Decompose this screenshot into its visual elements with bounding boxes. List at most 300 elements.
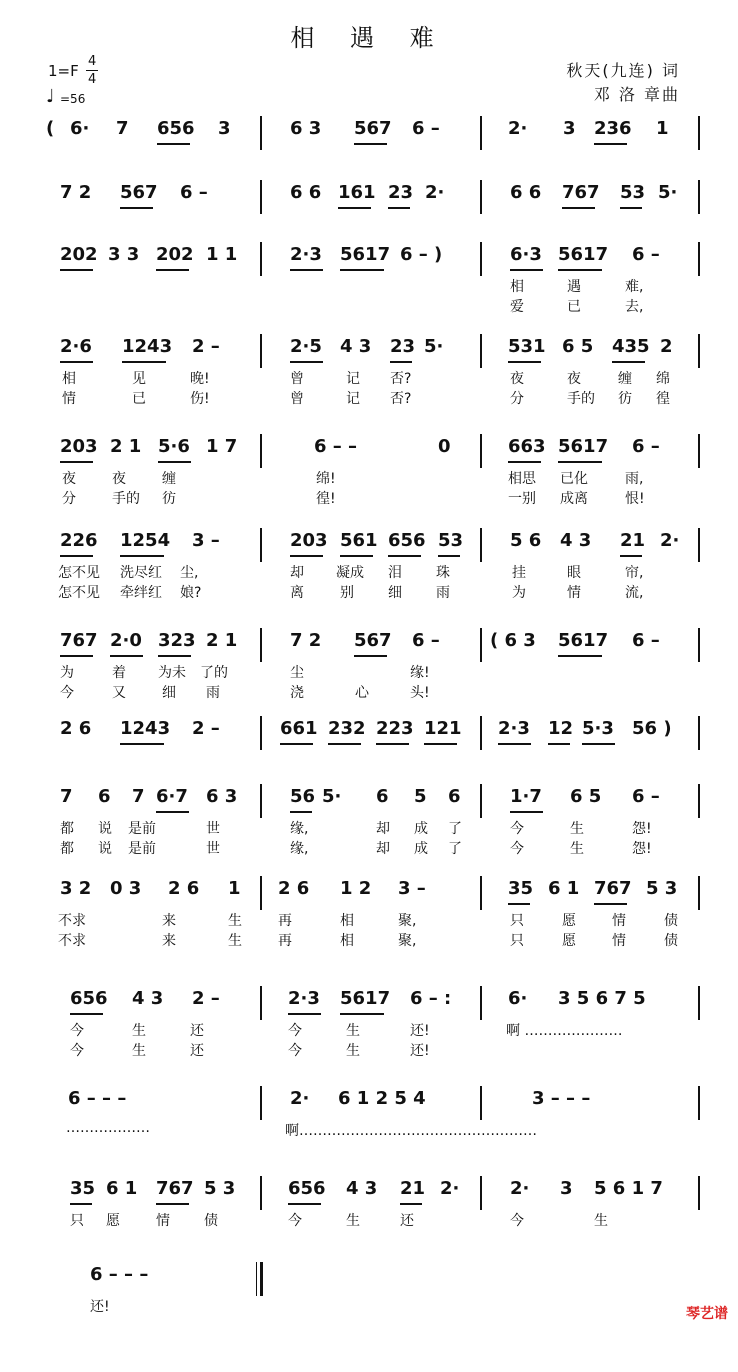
lyric-syllable: 说 [98,821,112,837]
lyric-syllable: 缘, [290,841,309,857]
lyric-syllable: 生 [346,1213,360,1229]
lyric-syllable: 都 [60,841,74,857]
beam-line [70,1013,103,1015]
note-group: 5·6 [158,436,190,457]
note-group: 6 6 [290,182,322,203]
beam-line [60,269,93,271]
note-group: 323 [158,630,196,651]
lyric-syllable: 挂 [512,565,526,581]
note-group: 3 – [398,878,426,899]
site-logo: 琴艺谱 [686,1306,728,1322]
beam-line [288,1203,321,1205]
lyric-syllable: 世 [206,821,220,837]
note-group: 7 [60,786,73,807]
beam-line [290,555,323,557]
lyric-syllable: ……………… [66,1120,150,1136]
note-group: 223 [376,718,414,739]
bar-line [698,1176,700,1210]
tempo-marking: =56 [60,92,86,106]
lyric-syllable: 一别 [508,491,536,507]
lyric-syllable: 不求 [58,913,86,929]
bar-line [260,116,262,150]
lyric-syllable: 曾 [290,391,304,407]
note-group: 5· [322,786,342,807]
beam-line [400,1203,422,1205]
note-group: 1 7 [206,436,238,457]
beam-line [120,743,164,745]
beam-line [70,1203,92,1205]
lyric-syllable: 雨 [436,585,450,601]
note-group: 7 [116,118,129,139]
beam-line [558,269,602,271]
beam-line [60,655,93,657]
beam-line [594,903,627,905]
note-group: 2 6 [278,878,310,899]
lyric-syllable: 流, [625,585,644,601]
bar-line [698,1086,700,1120]
note-group: 6 5 [562,336,594,357]
note-group: 5 [414,786,427,807]
note-group: 2 [660,336,673,357]
note-group: 4 3 [340,336,372,357]
note-group: 2·5 [290,336,322,357]
bar-line [698,334,700,368]
note-group: 2· [440,1178,460,1199]
note-group: 561 [340,530,378,551]
note-group: 56 [290,786,316,807]
lyric-syllable: 愿 [562,933,576,949]
lyric-syllable: 记 [346,391,360,407]
note-group: 5617 [340,244,391,265]
note-group: 6 – : [410,988,452,1009]
song-title: 相 遇 难 [290,24,448,52]
lyric-syllable: 已 [567,299,581,315]
note-group: 226 [60,530,98,551]
note-group: 656 [157,118,195,139]
lyric-syllable: 还 [400,1213,414,1229]
lyric-syllable: 生 [570,841,584,857]
lyric-syllable: 难, [625,279,644,295]
note-group: 1 2 [340,878,372,899]
lyric-syllable: 晚! [190,371,210,387]
lyric-syllable: 今 [288,1023,302,1039]
lyric-syllable: 细 [388,585,402,601]
beam-line [376,743,409,745]
beam-line [120,555,164,557]
note-group: 2 – [192,336,220,357]
lyric-syllable: 否? [390,371,412,387]
note-group: 3 – – – [532,1088,591,1109]
note-group: 232 [328,718,366,739]
note-group: 6 – – – [90,1264,149,1285]
bar-line [260,876,262,910]
lyric-syllable: 帘, [625,565,644,581]
note-group: 3 3 [108,244,140,265]
beam-line [340,555,373,557]
note-group: 767 [562,182,600,203]
note-group: 6 1 [548,878,580,899]
beam-line [338,207,371,209]
lyric-syllable: 还 [190,1023,204,1039]
note-group: 1·7 [510,786,542,807]
lyric-syllable: 夜 [567,371,581,387]
lyric-syllable: 成离 [560,491,588,507]
note-group: 2 – [192,988,220,1009]
note-group: 6 [376,786,389,807]
note-group: 35 [508,878,534,899]
beam-line [157,143,190,145]
lyric-syllable: 还! [410,1023,430,1039]
time-signature-top: 4 [88,54,97,69]
beam-line [594,143,627,145]
bar-line [260,180,262,214]
lyric-syllable: 凝成 [336,565,364,581]
note-group: 23 [390,336,416,357]
beam-line [548,743,570,745]
lyric-syllable: 夜 [510,371,524,387]
lyric-syllable: 今 [288,1213,302,1229]
beam-line [498,743,531,745]
note-group: 2· [425,182,445,203]
bar-line [698,876,700,910]
lyric-syllable: 恨! [625,491,645,507]
beam-line [280,743,313,745]
note-group: 2 6 [168,878,200,899]
lyric-syllable: 情 [567,585,581,601]
note-group: 6 6 [510,182,542,203]
beam-line [510,811,543,813]
bar-line [480,180,482,214]
note-group: 6·3 [510,244,542,265]
lyric-syllable: 为 [512,585,526,601]
beam-line [60,555,93,557]
lyric-syllable: 成 [414,821,428,837]
lyric-syllable: 相思 [508,471,536,487]
bar-line [480,1086,482,1120]
note-group: 2 – [192,718,220,739]
note-group: 767 [594,878,632,899]
lyric-syllable: 已化 [560,471,588,487]
lyric-syllable: 去, [625,299,644,315]
note-group: 2· [508,118,528,139]
lyric-syllable: 怎不见 [58,565,100,581]
note-group: 21 [620,530,646,551]
lyric-syllable: 怨! [632,841,652,857]
key-signature: 1=F [48,62,79,80]
note-group: 161 [338,182,376,203]
note-group: 2· [290,1088,310,1109]
beam-line [620,207,642,209]
lyric-syllable: 珠 [436,565,450,581]
note-group: 202 [60,244,98,265]
bar-line [260,986,262,1020]
note-group: 5617 [558,436,609,457]
bar-line [480,1176,482,1210]
lyric-syllable: 绵 [656,371,670,387]
note-group: 4 3 [346,1178,378,1199]
lyric-syllable: 娘? [180,585,202,601]
lyric-syllable: 再 [278,913,292,929]
beam-line [290,361,323,363]
lyric-syllable: 却 [376,821,390,837]
note-group: 6 3 [206,786,238,807]
bar-line [698,242,700,276]
note-group: 12 [548,718,574,739]
bar-line [260,784,262,818]
lyric-syllable: 徨! [316,491,336,507]
note-group: 656 [288,1178,326,1199]
lyric-syllable: 再 [278,933,292,949]
bar-line [260,628,262,662]
bar-line [480,784,482,818]
note-group: 656 [70,988,108,1009]
note-group: 6 – – – [68,1088,127,1109]
note-group: 1243 [122,336,173,357]
note-group: 3 2 [60,878,92,899]
note-group: 6·7 [156,786,188,807]
lyric-syllable: 徨 [656,391,670,407]
note-group: 5 3 [204,1178,236,1199]
note-group: 202 [156,244,194,265]
lyric-syllable: 相 [510,279,524,295]
lyric-syllable: 生 [228,933,242,949]
lyric-syllable: 缠 [618,371,632,387]
beam-line [582,743,615,745]
lyric-syllable: 分 [62,491,76,507]
lyric-syllable: 曾 [290,371,304,387]
note-group: 6 – – [314,436,358,457]
beam-line [508,461,541,463]
bar-line [260,434,262,468]
note-group: 2· [510,1178,530,1199]
note-group: 3 – [192,530,220,551]
time-signature-line [86,70,98,71]
beam-line [156,269,189,271]
lyric-syllable: 怨! [632,821,652,837]
note-group: 1 [656,118,669,139]
lyric-syllable: 世 [206,841,220,857]
bar-line [698,434,700,468]
beam-line [562,207,595,209]
lyric-syllable: 今 [510,821,524,837]
beam-line [340,269,384,271]
note-group: 53 [620,182,646,203]
lyric-syllable: 见 [132,371,146,387]
note-group: 567 [354,118,392,139]
lyric-syllable: 还 [190,1043,204,1059]
beam-line [158,461,191,463]
note-group: 21 [400,1178,426,1199]
beam-line [290,811,312,813]
beam-line [388,207,410,209]
lyric-syllable: 啊 ………………… [506,1023,623,1039]
note-group: 203 [290,530,328,551]
beam-line [288,1013,321,1015]
lyric-syllable: 生 [570,821,584,837]
lyric-syllable: 愿 [562,913,576,929]
note-group: 2 6 [60,718,92,739]
lyricist-credit: 秋天(九连) 词 [566,61,680,80]
lyric-syllable: 只 [70,1213,84,1229]
lyric-syllable: 记 [346,371,360,387]
lyric-syllable: 浇 [290,685,304,701]
bar-line [480,528,482,562]
note-group: 6 1 2 5 4 [338,1088,426,1109]
note-group: 1 1 [206,244,238,265]
note-group: 2· [660,530,680,551]
lyric-syllable: 生 [594,1213,608,1229]
lyric-syllable: 绵! [316,471,336,487]
lyric-syllable: 情 [612,933,626,949]
note-group: 6 – [632,630,660,651]
lyric-syllable: 眼 [567,565,581,581]
bar-line [480,628,482,662]
beam-line [354,143,387,145]
note-group: 3 [563,118,576,139]
note-group: 3 [560,1178,573,1199]
lyric-syllable: 分 [510,391,524,407]
lyric-syllable: 成 [414,841,428,857]
lyric-syllable: 还! [90,1299,110,1315]
note-group: 6 1 [106,1178,138,1199]
bar-line [480,434,482,468]
lyric-syllable: 来 [162,933,176,949]
lyric-syllable: 伤! [190,391,210,407]
note-group: 2·6 [60,336,92,357]
lyric-syllable: 已 [132,391,146,407]
final-bar-thick [260,1262,263,1296]
lyric-syllable: 是前 [128,841,156,857]
lyric-syllable: 生 [228,913,242,929]
bar-line [698,116,700,150]
note-group: 6 – [180,182,208,203]
score-row [0,986,738,1096]
note-group: 5617 [558,244,609,265]
lyric-syllable: 夜 [112,471,126,487]
note-group: 567 [354,630,392,651]
note-group: 3 [218,118,231,139]
note-group: 3 5 6 7 5 [558,988,646,1009]
note-group: 5·3 [582,718,614,739]
lyric-syllable: 雨, [625,471,644,487]
lyric-syllable: 细 [162,685,176,701]
note-group: 6 5 [570,786,602,807]
lyric-syllable: 却 [376,841,390,857]
lyric-syllable: 又 [112,685,126,701]
note-group: 6 – [412,118,440,139]
note-group: 0 3 [110,878,142,899]
note-group: 6· [508,988,528,1009]
beam-line [120,207,153,209]
note-group: 6 – ) [400,244,443,265]
bar-line [260,1086,262,1120]
beam-line [508,903,530,905]
beam-line [156,1203,189,1205]
lyric-syllable: 今 [60,685,74,701]
lyric-syllable: 今 [288,1043,302,1059]
beam-line [354,655,387,657]
bar-line [698,784,700,818]
beam-line [558,461,602,463]
note-group: 5 6 [510,530,542,551]
lyric-syllable: 相 [340,933,354,949]
lyric-syllable: 了 [448,841,462,857]
bar-line [260,716,262,750]
note-group: 5· [424,336,444,357]
note-group: ( 6 3 [490,630,536,651]
lyric-syllable: 只 [510,933,524,949]
lyric-syllable: 手的 [112,491,140,507]
lyric-syllable: 缘! [410,665,430,681]
lyric-syllable: 彷 [618,391,632,407]
bar-line [480,116,482,150]
note-group: 203 [60,436,98,457]
beam-line [156,811,189,813]
bar-line [260,242,262,276]
note-group: 663 [508,436,546,457]
note-group: 5· [658,182,678,203]
lyric-syllable: 债 [204,1213,218,1229]
note-group: 4 3 [560,530,592,551]
bar-line [480,242,482,276]
beam-line [388,555,421,557]
lyric-syllable: 相 [340,913,354,929]
time-signature-bottom: 4 [88,72,97,87]
note-group: 236 [594,118,632,139]
lyric-syllable: 生 [346,1043,360,1059]
beam-line [558,655,602,657]
note-group: 2 1 [110,436,142,457]
bar-line [260,334,262,368]
note-group: 6 – [412,630,440,651]
lyric-syllable: 怎不见 [58,585,100,601]
beam-line [508,361,541,363]
note-group: 6 – [632,436,660,457]
lyric-syllable: 离 [290,585,304,601]
note-group: 6· [70,118,90,139]
lyric-syllable: 了的 [200,665,228,681]
note-group: 767 [60,630,98,651]
lyric-syllable: 否? [390,391,412,407]
beam-line [290,269,323,271]
lyric-syllable: 情 [156,1213,170,1229]
lyric-syllable: 缘, [290,821,309,837]
lyric-syllable: 夜 [62,471,76,487]
lyric-syllable: 今 [70,1023,84,1039]
note-group: 656 [388,530,426,551]
note-group: 121 [424,718,462,739]
beam-line [424,743,457,745]
note-group: ( [46,118,55,139]
note-group: 6 3 [290,118,322,139]
beam-line [390,361,412,363]
score-row [0,528,738,638]
lyric-syllable: 为未 [158,665,186,681]
beam-line [620,555,642,557]
lyric-syllable: 说 [98,841,112,857]
note-group: 7 2 [290,630,322,651]
note-group: 2·3 [290,244,322,265]
beam-line [612,361,645,363]
note-group: 767 [156,1178,194,1199]
lyric-syllable: 债 [664,933,678,949]
lyric-syllable: 债 [664,913,678,929]
note-group: 0 [438,436,451,457]
lyric-syllable: 雨 [206,685,220,701]
note-group: 2·3 [498,718,530,739]
lyric-syllable: 遇 [567,279,581,295]
lyric-syllable: 头! [410,685,430,701]
